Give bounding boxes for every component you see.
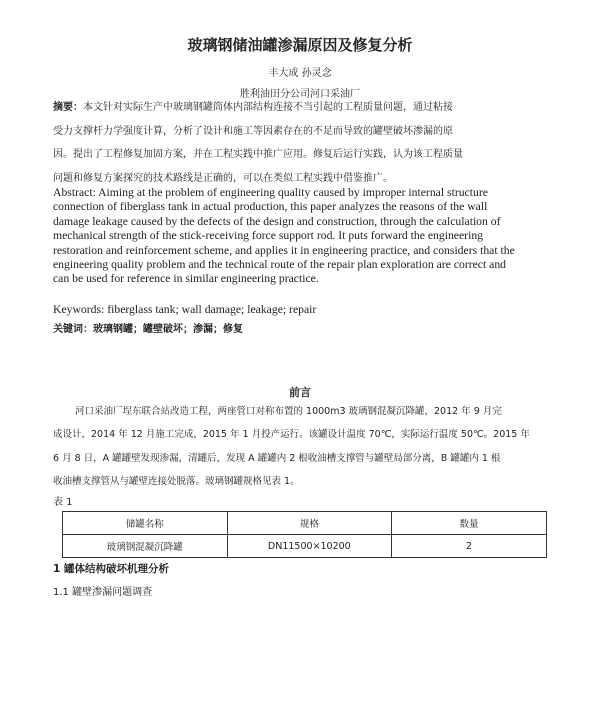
abstract-en-line: connection of fiberglass tank in actual production, this paper analyzes the reasons of the wall: [53, 200, 488, 214]
table-header-cell: 储罐名称: [63, 512, 228, 535]
keywords-en: Keywords: fiberglass tank; wall damage; leakage; repair: [53, 303, 317, 316]
abstract-cn: [53, 96, 553, 190]
paper-title: 玻璃钢储油罐渗漏原因及修复分析: [187, 36, 413, 54]
preface-line: 河口采油厂埕东联合站改造工程，两座管口对称布置的 1000m3 玻璃钢混凝沉降罐，2012 年 9 月完: [75, 406, 502, 417]
abstract-en: [53, 186, 553, 287]
affiliation: 胜利油田分公司河口采油厂: [240, 89, 360, 100]
abstract-cn-line: 本文针对实际生产中玻璃钢罐筒体内部结构连接不当引起的工程质量问题，通过粘接: [83, 102, 453, 113]
abstract-cn-line: 受力支撑杆力学强度计算，分析了设计和施工等因素存在的不足而导致的罐壁破坏渗漏的原: [53, 125, 453, 137]
preface-paragraph: [53, 400, 553, 493]
abstract-en-line: Aiming at the problem of engineering quality caused by improper internal structure: [95, 186, 488, 199]
section-heading-1-1: 1.1 罐壁渗漏问题调查: [53, 587, 153, 598]
keywords-cn: 关键词：玻璃钢罐；罐壁破坏；渗漏；修复: [53, 324, 243, 335]
table-header-row: [63, 512, 547, 535]
authors: 丰大成 孙灵念: [268, 68, 332, 79]
table-header-cell: 规格: [227, 512, 392, 535]
spec-table: [62, 511, 547, 558]
preface-line: 成设计，2014 年 12 月施工完成，2015 年 1 月投产运行。该罐设计温度 70℃，实际运行温度 50℃。2015 年: [53, 429, 530, 441]
table-cell: 玻璃钢混凝沉降罐: [63, 535, 228, 558]
abstract-en-line: engineering quality problem and the technical route of the repair plan exploration are correct and: [53, 258, 507, 272]
table-caption: 表 1: [53, 497, 73, 508]
table-row: [63, 535, 547, 558]
table-cell: 2: [392, 535, 547, 558]
abstract-cn-line: 问题和修复方案探究的技术路线是正确的，可以在类似工程实践中借鉴推广。: [53, 172, 393, 184]
abstract-en-line: restoration and reinforcement scheme, and applies it in engineering practice, and considers that the: [53, 243, 515, 257]
abstract-cn-label: 摘要：: [53, 102, 83, 113]
preface-heading: 前言: [289, 386, 311, 399]
abstract-en-line: can be used for reference in similar engineering practice.: [53, 272, 319, 286]
table-header-cell: 数量: [392, 512, 547, 535]
abstract-en-line: damage leakage caused by the defects of the design and construction, through the calculation of: [53, 214, 501, 228]
abstract-cn-line: 因。提出了工程修复加固方案，并在工程实践中推广应用。修复后运行实践，认为该工程质量: [53, 149, 463, 160]
section-heading-1: 1 罐体结构破坏机理分析: [53, 563, 169, 575]
preface-line: 6 月 8 日，A 罐罐壁发现渗漏，清罐后，发现 A 罐罐内 2 根收油槽支撑管与罐壁局部分离，B 罐罐内 1 根: [53, 452, 501, 464]
abstract-en-label: Abstract:: [53, 186, 96, 199]
preface-line: 收油槽支撑管从与罐壁连接处脱落。玻璃钢罐规格见表 1。: [53, 475, 300, 487]
abstract-en-line: mechanical strength of the stick-receiving force support rod. It puts forward the engineering: [53, 229, 484, 243]
table-cell: DN11500×10200: [227, 535, 392, 558]
